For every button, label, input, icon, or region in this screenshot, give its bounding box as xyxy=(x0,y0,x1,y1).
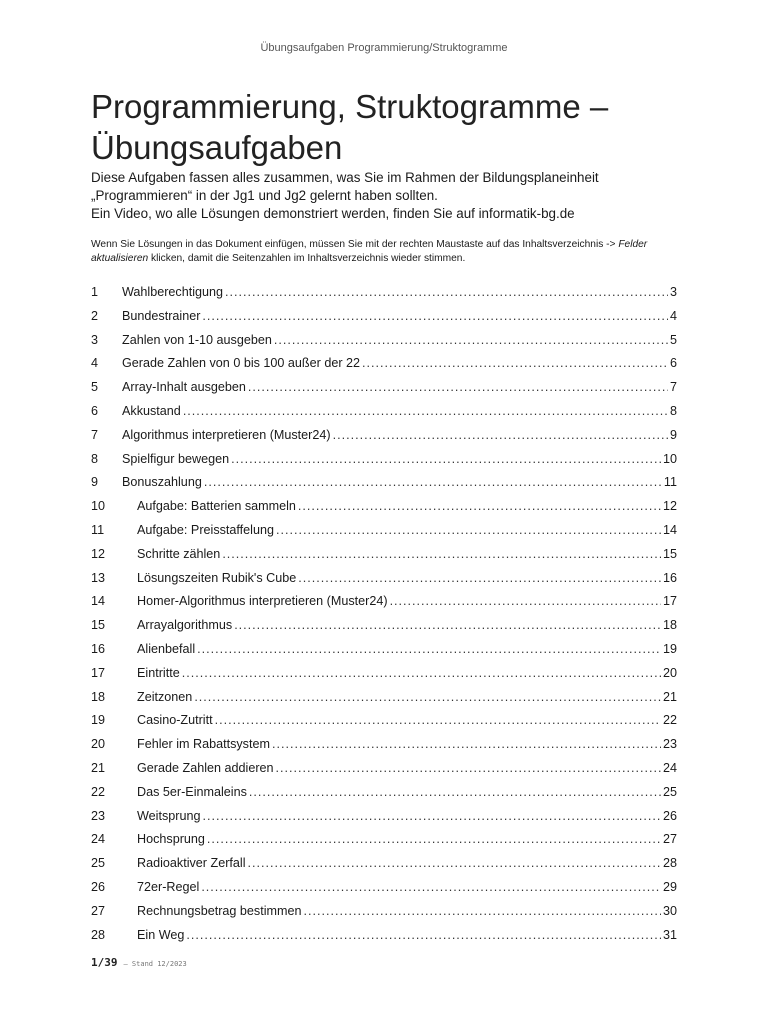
toc-entry-label: Array-Inhalt ausgeben xyxy=(122,380,246,395)
toc-entry[interactable] xyxy=(91,856,677,880)
title-line-1: Programmierung, Struktogramme – xyxy=(91,88,609,125)
toc-entry-number: 11 xyxy=(91,522,105,537)
toc-entry[interactable] xyxy=(91,309,677,333)
toc-entry-label: Bundestrainer xyxy=(122,308,201,323)
toc-entry-label: Akkustand xyxy=(122,403,181,418)
toc-dot-leader xyxy=(248,380,668,394)
toc-entry-page: 18 xyxy=(662,618,677,633)
toc-entry-page: 25 xyxy=(662,784,677,799)
toc-entry-label: Gerade Zahlen addieren xyxy=(137,760,274,775)
toc-entry-page: 31 xyxy=(662,927,677,942)
toc-dot-leader xyxy=(298,499,661,513)
toc-entry-number: 23 xyxy=(91,808,106,823)
toc-entry-number: 7 xyxy=(91,427,99,442)
note-text-1: Wenn Sie Lösungen in das Dokument einfügen, müssen Sie mit der rechten Maustaste auf das Inhaltsverzeichnis -> xyxy=(91,239,619,250)
toc-entry-label: Hochsprung xyxy=(137,832,205,847)
toc-entry-page: 24 xyxy=(662,760,677,775)
toc-entry-label: Zeitzonen xyxy=(137,689,193,704)
toc-entry-number: 26 xyxy=(91,879,106,894)
page-footer xyxy=(91,951,187,970)
toc-entry-page: 26 xyxy=(662,808,677,823)
toc-dot-leader xyxy=(204,475,662,489)
toc-dot-leader xyxy=(182,666,661,680)
toc-entry-label: Lösungszeiten Rubik's Cube xyxy=(137,570,297,585)
toc-entry-page: 9 xyxy=(669,427,677,442)
page-number: 1/39 xyxy=(91,956,118,969)
toc-entry[interactable] xyxy=(91,737,677,761)
toc-entry-number: 13 xyxy=(91,570,106,585)
toc-entry-page: 10 xyxy=(662,451,677,466)
toc-entry-number: 15 xyxy=(91,618,106,633)
note-text-2: klicken, damit die Seitenzahlen im Inhaltsverzeichnis wieder stimmen. xyxy=(148,252,466,264)
toc-entry-label: Homer-Algorithmus interpretieren (Muster24) xyxy=(137,594,388,609)
note-emphasis: Felder aktualisieren xyxy=(91,239,648,264)
toc-entry-label: Casino-Zutritt xyxy=(137,713,213,728)
toc-entry[interactable] xyxy=(91,571,677,595)
toc-entry-label: Algorithmus interpretieren (Muster24) xyxy=(122,427,331,442)
toc-dot-leader xyxy=(234,618,661,632)
toc-entry-label: Wahlberechtigung xyxy=(122,285,224,299)
toc-entry-label: Arrayalgorithmus xyxy=(137,618,233,633)
toc-dot-leader xyxy=(197,642,661,656)
toc-dot-leader xyxy=(202,809,661,823)
toc-entry-label: Schritte zählen xyxy=(137,546,221,561)
toc-entry-page: 5 xyxy=(669,332,677,347)
toc-entry-label: Bonuszahlung xyxy=(122,475,202,490)
toc-entry[interactable] xyxy=(91,928,677,952)
toc-entry-label: Fehler im Rabattsystem xyxy=(137,737,270,752)
toc-entry-label: Eintritte xyxy=(137,665,180,680)
toc-entry-page: 22 xyxy=(662,713,677,728)
toc-dot-leader xyxy=(202,309,668,323)
toc-dot-leader xyxy=(194,690,661,704)
toc-dot-leader xyxy=(231,452,661,466)
intro-paragraph xyxy=(91,169,691,223)
toc-entry-page: 15 xyxy=(662,546,677,561)
toc-entry-page: 21 xyxy=(662,689,677,704)
toc-entry[interactable] xyxy=(91,713,677,737)
toc-dot-leader xyxy=(276,761,661,775)
toc-entry[interactable] xyxy=(91,880,677,904)
running-header: Übungsaufgaben Programmierung/Struktogramme xyxy=(260,42,508,54)
toc-entry-number: 28 xyxy=(91,927,106,942)
toc-entry-label: Ein Weg xyxy=(137,927,185,942)
intro-line-1: Diese Aufgaben fassen alles zusammen, was Sie im Rahmen der Bildungsplaneinheit xyxy=(91,170,599,185)
toc-dot-leader xyxy=(207,832,661,846)
toc-entry-label: 72er-Regel xyxy=(137,879,200,894)
toc-entry-label: Aufgabe: Preisstaffelung xyxy=(137,522,274,537)
toc-entry-number: 20 xyxy=(91,737,106,752)
toc-entry-page: 12 xyxy=(662,499,677,514)
toc-entry[interactable] xyxy=(91,761,677,785)
document-title xyxy=(91,86,691,168)
toc-entry-page: 17 xyxy=(662,594,677,609)
toc-entry[interactable] xyxy=(91,904,677,928)
toc-entry-page: 14 xyxy=(662,522,677,537)
toc-entry-page: 6 xyxy=(669,356,677,371)
toc-dot-leader xyxy=(272,737,661,751)
toc-entry[interactable] xyxy=(91,452,677,476)
toc-entry-label: Rechnungsbetrag bestimmen xyxy=(137,903,302,918)
toc-entry-number: 25 xyxy=(91,856,106,871)
toc-entry-page: 7 xyxy=(669,380,677,395)
toc-entry[interactable] xyxy=(91,832,677,856)
toc-dot-leader xyxy=(333,428,668,442)
toc-entry-number: 17 xyxy=(91,665,106,680)
toc-dot-leader xyxy=(274,333,668,347)
toc-entry[interactable] xyxy=(91,594,677,618)
toc-entry-number: 1 xyxy=(91,285,99,299)
toc-entry-label: Alienbefall xyxy=(137,641,196,656)
toc-dot-leader xyxy=(249,785,661,799)
toc-entry-page: 29 xyxy=(662,879,677,894)
toc-entry-number: 24 xyxy=(91,832,106,847)
toc-entry-page: 27 xyxy=(662,832,677,847)
toc-entry-page: 8 xyxy=(669,403,677,418)
version-stamp: – Stand 12/2023 xyxy=(123,960,187,968)
toc-dot-leader xyxy=(304,904,661,918)
toc-entry[interactable] xyxy=(91,428,677,452)
toc-entry[interactable] xyxy=(91,356,677,380)
toc-update-note xyxy=(91,238,681,265)
toc-entry-page: 11 xyxy=(663,475,677,490)
toc-entry-page: 3 xyxy=(669,285,677,299)
toc-entry[interactable] xyxy=(91,618,677,642)
table-of-contents xyxy=(91,285,677,951)
toc-entry-number: 10 xyxy=(91,499,106,514)
toc-entry[interactable] xyxy=(91,285,677,309)
toc-entry-number: 6 xyxy=(91,403,99,418)
toc-entry[interactable] xyxy=(91,333,677,357)
toc-dot-leader xyxy=(390,594,661,608)
toc-entry-number: 22 xyxy=(91,784,106,799)
toc-entry[interactable] xyxy=(91,809,677,833)
toc-entry-number: 16 xyxy=(91,641,106,656)
toc-entry[interactable] xyxy=(91,666,677,690)
toc-entry-label: Weitsprung xyxy=(137,808,201,823)
toc-entry-number: 27 xyxy=(91,903,106,918)
toc-entry-page: 20 xyxy=(662,665,677,680)
toc-dot-leader xyxy=(201,880,661,894)
toc-dot-leader xyxy=(298,571,661,585)
toc-entry-number: 18 xyxy=(91,689,106,704)
toc-entry[interactable] xyxy=(91,380,677,404)
toc-dot-leader xyxy=(183,404,668,418)
toc-entry[interactable] xyxy=(91,642,677,666)
toc-entry[interactable] xyxy=(91,475,677,499)
toc-entry-number: 21 xyxy=(91,760,106,775)
toc-entry-label: Gerade Zahlen von 0 bis 100 außer der 22 xyxy=(122,356,361,371)
title-line-2: Übungsaufgaben xyxy=(91,129,343,166)
intro-line-2: „Programmieren“ in der Jg1 und Jg2 gelernt haben sollten. xyxy=(91,188,438,203)
toc-entry-page: 19 xyxy=(662,641,677,656)
toc-entry-number: 3 xyxy=(91,332,99,347)
toc-entry-number: 4 xyxy=(91,356,99,371)
toc-dot-leader xyxy=(186,928,661,942)
toc-entry[interactable] xyxy=(91,547,677,571)
toc-dot-leader xyxy=(362,356,668,370)
toc-entry-number: 12 xyxy=(91,546,106,561)
toc-entry-number: 2 xyxy=(91,308,99,323)
toc-entry-label: Das 5er-Einmaleins xyxy=(137,784,247,799)
toc-entry[interactable] xyxy=(91,499,677,523)
toc-entry-number: 14 xyxy=(91,594,106,609)
toc-entry-number: 5 xyxy=(91,380,99,395)
toc-dot-leader xyxy=(276,523,661,537)
toc-entry-page: 4 xyxy=(669,308,677,323)
toc-dot-leader xyxy=(225,285,668,299)
toc-entry[interactable] xyxy=(91,690,677,714)
toc-entry-page: 23 xyxy=(662,737,677,752)
toc-dot-leader xyxy=(222,547,661,561)
toc-entry[interactable] xyxy=(91,785,677,809)
toc-entry[interactable] xyxy=(91,523,677,547)
toc-entry-number: 8 xyxy=(91,451,99,466)
toc-entry-page: 28 xyxy=(662,856,677,871)
intro-line-3: Ein Video, wo alle Lösungen demonstriert werden, finden Sie auf informatik-bg.de xyxy=(91,206,575,221)
toc-entry-page: 16 xyxy=(662,570,677,585)
toc-entry-number: 19 xyxy=(91,713,106,728)
toc-entry-label: Radioaktiver Zerfall xyxy=(137,856,246,871)
toc-dot-leader xyxy=(248,856,661,870)
toc-entry[interactable] xyxy=(91,404,677,428)
toc-entry-number: 9 xyxy=(91,475,99,490)
toc-entry-label: Aufgabe: Batterien sammeln xyxy=(137,499,296,514)
toc-entry-label: Spielfigur bewegen xyxy=(122,451,230,466)
toc-entry-label: Zahlen von 1-10 ausgeben xyxy=(122,332,272,347)
toc-dot-leader xyxy=(215,713,661,727)
toc-entry-page: 30 xyxy=(662,903,677,918)
